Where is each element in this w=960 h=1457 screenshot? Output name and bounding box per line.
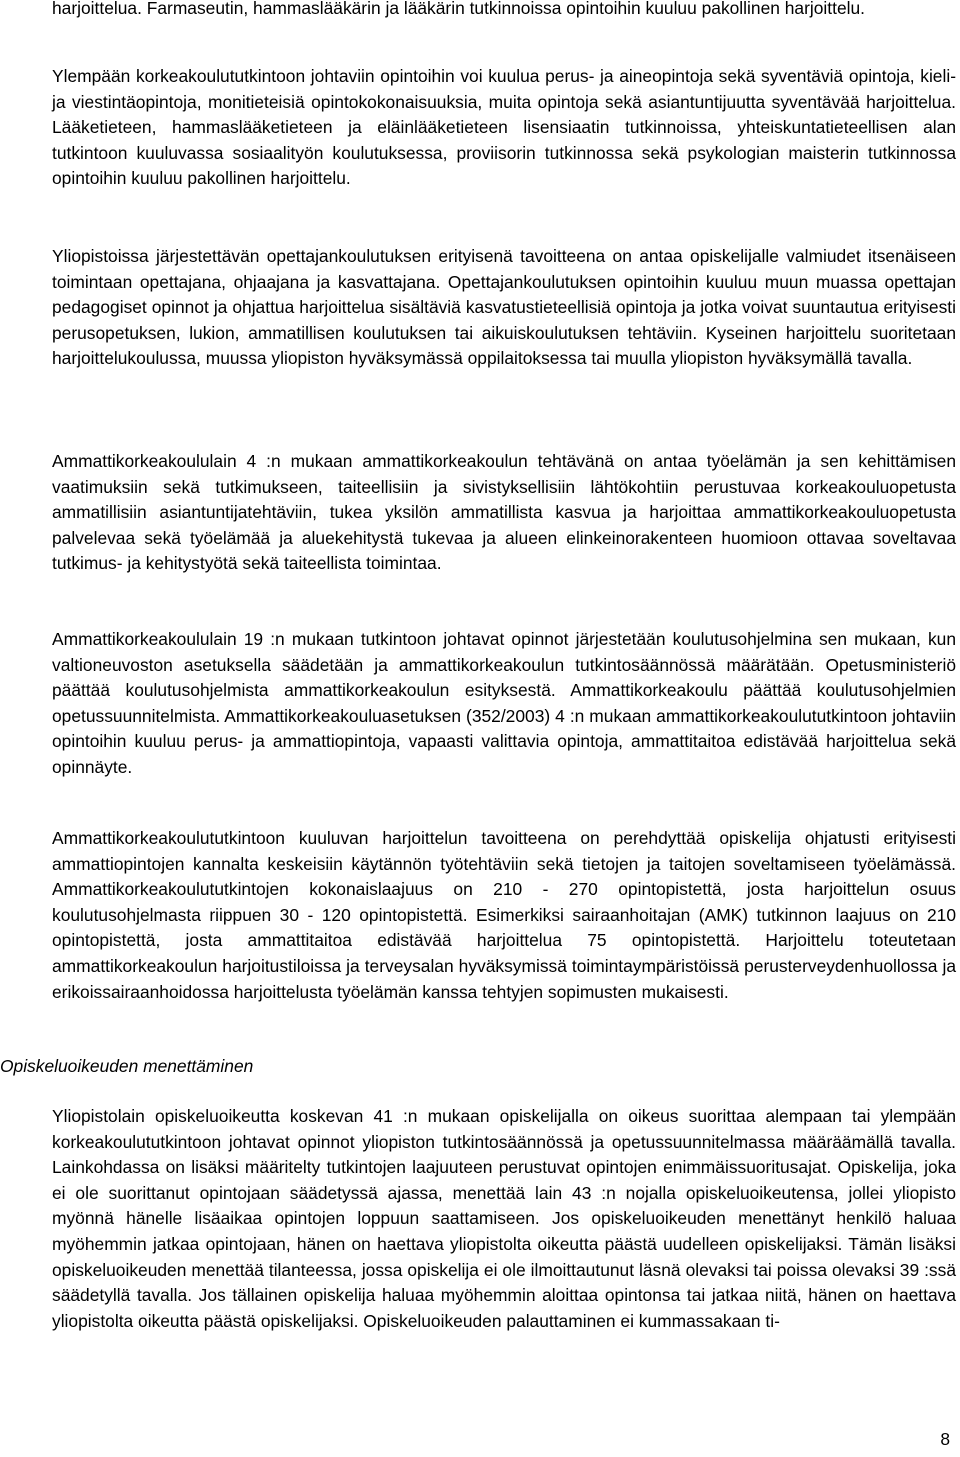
paragraph-continuation: harjoittelua. Farmaseutin, hammaslääkärin ja lääkärin tutkinnoissa opintoihin kuuluu pakollinen harjoittelu. xyxy=(52,0,865,18)
paragraph-ylempi-korkeakoulututkinto: Ylempään korkeakoulututkintoon johtaviin opintoihin voi kuulua perus- ja aineopintoja sekä syventäviä opintoja, kieli- ja viestintäopintoja, monitieteisiä opintokokonaisuuksia, muita opintoja sekä asiantuntijuutta syventävää harjoittelua. Lääketieteen, hammaslääketieteen ja eläinlääketieteen lisensiaatin tutkinnoissa, yhteiskuntatieteellisen alan tutkintoon kuuluvassa sosiaalityön koulutuksessa, proviisorin tutkinnossa sekä psykologian maisterin tutkinnossa opintoihin kuuluu pakollinen harjoittelu. xyxy=(52,66,956,189)
paragraph-amk-19: Ammattikorkeakoululain 19 :n mukaan tutkintoon johtavat opinnot järjestetään koulutusohjelmina sen mukaan, kun valtioneuvoston asetuksella säädetään ja ammattikorkeakoulun tutkintosäännössä määrätään. Opetusministeriö päättää koulutusohjelmista ammattikorkeakoulun esityksestä. Ammattikorkeakoulu päättää koulutusohjelmien opetussuunnitelmista. Ammattikorkeakouluasetuksen (352/2003) 4 :n mukaan ammattikorkeakoulututkintoon johtaviin opintoihin kuuluu perus- ja ammattiopintoja, vapaasti valittavia opintoja, ammattitaitoa edistävää harjoittelua sekä opinnäyte. xyxy=(52,629,956,777)
section-heading: Opiskeluoikeuden menettäminen xyxy=(0,1056,254,1076)
paragraph-amk-4: Ammattikorkeakoululain 4 :n mukaan ammattikorkeakoulun tehtävänä on antaa työelämän ja sen kehittämisen vaatimuksiin sekä tutkimukseen, taiteellisiin ja sivistyksellisiin lähtökohtiin perustuvaa korkeakouluopetusta ammatillisiin asiantuntijatehtäviin, tukea yksilön ammatillista kasvua ja harjoittaa ammattikorkeakouluopetusta palvelevaa sekä työelämää ja aluekehitystä tukevaa ja alueen elinkeinorakenteen huomioon ottavaa soveltavaa tutkimus- ja kehitystyötä sekä taiteellista toimintaa. xyxy=(52,451,956,574)
paragraph-opiskeluoikeus: Yliopistolain opiskeluoikeutta koskevan 41 :n mukaan opiskelijalla on oikeus suorittaa alempaan tai ylempään korkeakoulututkintoon johtavat opinnot yliopiston tutkintosäännössä ja opetussuunnitelmassa määräämällä tavalla. Lainkohdassa on lisäksi määritelty tutkintojen laajuuteen perustuvat opintojen enimmäissuoritusajat. Opiskelija, joka ei ole suorittanut opintojaan säädetyssä ajassa, menettää lain 43 :n nojalla opiskeluoikeutensa, jollei yliopisto myönnä hänelle lisäaikaa opintojen loppuun saattamiseen. Jos opiskeluoikeuden menettänyt henkilö haluaa myöhemmin jatkaa opintojaan, hänen on haettava yliopistolta oikeutta päästä uudelleen opiskelijaksi. Tämän lisäksi opiskeluoikeuden menettää tilanteessa, jossa opiskelija ei ole ilmoittautunut läsnä olevaksi tai poissa olevaksi 39 :ssä säädetyllä tavalla. Jos tällainen opiskelija haluaa myöhemmin aloittaa opintonsa tai jatkaa niitä, hänen on haettava yliopistolta oikeutta päästä opiskelijaksi. Opiskeluoikeuden palauttaminen ei kummassakaan ti- xyxy=(52,1106,956,1331)
page-number: 8 xyxy=(940,1429,950,1449)
paragraph-amk-harjoittelu: Ammattikorkeakoulututkintoon kuuluvan harjoittelun tavoitteena on perehdyttää opiskelija ohjatusti erityisesti ammattiopintojen kannalta keskeisiin käytännön työtehtäviin sekä tietojen ja taitojen soveltamiseen työelämässä. Ammattikorkeakoulututkintojen kokonaislaajuus on 210 - 270 opintopistettä, josta harjoittelun osuus koulutusohjelmasta riippuen 30 - 120 opintopistettä. Esimerkiksi sairaanhoitajan (AMK) tutkinnon laajuus on 210 opintopistettä, josta ammattitaitoa edistävää harjoittelua 75 opintopistettä. Harjoittelu toteutetaan ammattikorkeakoulun harjoitustiloissa ja terveysalan hyväksymissä toimintaympäristöissä perusterveydenhuollossa ja erikoissairaanhoidossa harjoittelusta työelämän kanssa tehtyjen sopimusten mukaisesti. xyxy=(52,828,956,1002)
paragraph-opettajankoulutus: Yliopistoissa järjestettävän opettajankoulutuksen erityisenä tavoitteena on antaa opiskelijalle valmiudet itsenäiseen toimintaan opettajana, ohjaajana ja kasvattajana. Opettajankoulutuksen opintoihin kuuluu muun muassa opettajan pedagogiset opinnot ja ohjattua harjoittelua sisältäviä kasvatustieteellisiä opintoja ja jotka voivat suuntautua erityisesti perusopetuksen, lukion, ammatillisen koulutuksen tai aikuiskoulutuksen tehtäviin. Kyseinen harjoittelu suoritetaan harjoittelukoulussa, muussa yliopiston hyväksymässä oppilaitoksessa tai muulla yliopiston hyväksymällä tavalla. xyxy=(52,246,956,369)
